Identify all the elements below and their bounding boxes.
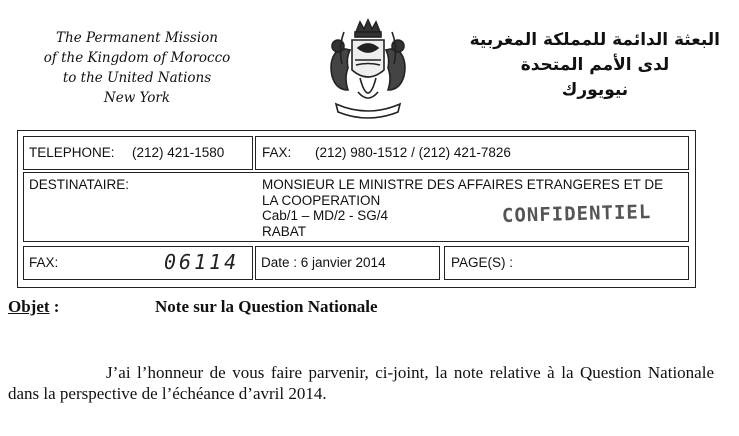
date-cell: [255, 246, 440, 280]
handwritten-fax-number: 06114: [164, 250, 240, 274]
header-left-line-4: New York: [103, 90, 171, 106]
objet-colon: :: [49, 297, 60, 316]
pages-cell: [444, 246, 689, 280]
destinataire-line-1: MONSIEUR LE MINISTRE DES AFFAIRES ETRANGERES ET DE: [262, 177, 664, 192]
destinataire-line-2: LA COOPERATION: [262, 192, 381, 208]
header-right-line-3: نيويورك: [561, 80, 629, 100]
destinataire-line-4: RABAT: [262, 223, 307, 239]
destinataire-cell: [23, 172, 689, 242]
objet-title: Note sur la Question Nationale: [155, 297, 378, 316]
date-text: Date : 6 janvier 2014: [261, 255, 386, 270]
telephone-value: (212) 421-1580: [132, 145, 225, 160]
body-paragraph: J’ai l’honneur de vous faire parvenir, ci-joint, la note relative à la Question Nationale dans la perspective de l’échéance d’avril 2014.: [8, 363, 714, 403]
destinataire-line-3: Cab/1 – MD/2 - SG/4: [262, 208, 389, 223]
fax2-label: FAX:: [29, 255, 59, 270]
header-right-line-2: لدى الأمم المتحدة: [520, 55, 670, 75]
coat-of-arms-icon: [318, 18, 418, 123]
fax-value: (212) 980-1512 / (212) 421-7826: [315, 145, 511, 160]
header-left-line-2: of the Kingdom of Morocco: [43, 50, 231, 66]
pages-label: PAGE(S) :: [451, 255, 514, 270]
objet-word: Objet: [8, 297, 50, 316]
confidentiel-stamp: CONFIDENTIEL: [501, 201, 652, 227]
objet-label: [8, 297, 59, 317]
fax-number-cell: [23, 246, 253, 280]
telephone-label: TELEPHONE:: [29, 145, 115, 160]
telephone-cell: [23, 136, 253, 170]
mission-name-english: [22, 28, 252, 108]
header-left-line-1: The Permanent Mission: [56, 30, 218, 46]
mission-name-arabic: [470, 28, 720, 103]
fax-numbers-cell: [255, 136, 689, 170]
fax-label: FAX:: [262, 145, 292, 160]
header-left-line-3: to the United Nations: [62, 70, 212, 86]
header-right-line-1: البعثة الدائمة للمملكة المغربية: [469, 30, 720, 50]
destinataire-label: DESTINATAIRE:: [29, 177, 130, 192]
